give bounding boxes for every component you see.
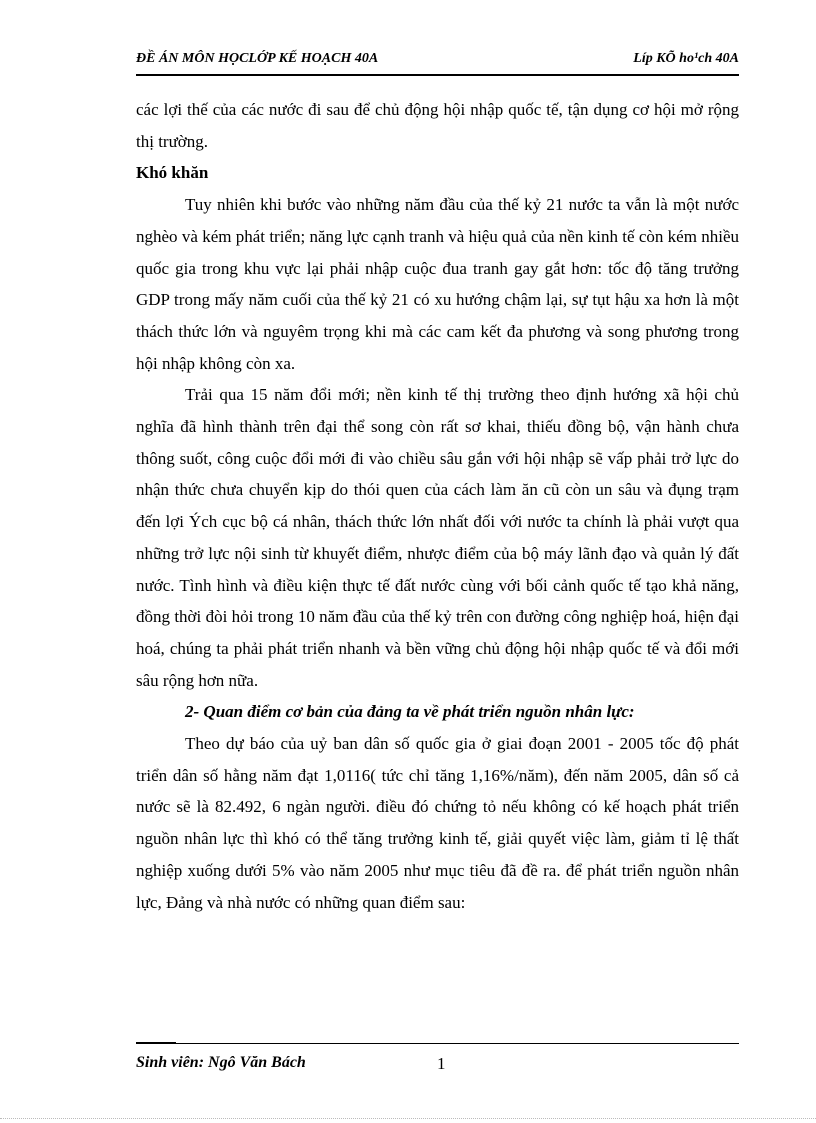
page-number: 1 — [437, 1054, 446, 1073]
page-header — [136, 50, 739, 76]
paragraph-reform: Trải qua 15 năm đổi mới; nền kinh tế thị trường theo định hướng xã hội chủ nghĩa đã hình thành trên đại thể song còn rất sơ khai, thiếu đồng bộ, vận hành chưa thông suốt, công cuộc đổi mới đi vào chiều sâu gắn với hội nhập sẽ vấp phải trở lực do nhận thức chưa chuyển kịp do thói quen của cách làm ăn cũ còn un sâu và đụng trạm đến lợi Ých cục bộ cá nhân, thách thức lớn nhất đối với nước ta chính là phải vượt qua những trở lực nội sinh từ khuyết điểm, nhược điểm của bộ máy lãnh đạo và quản lý đất nước. Tình hình và điều kiện thực tế đất nước cùng với bối cảnh quốc tế tạo khả năng, đồng thời đòi hỏi trong 10 năm đầu của thế kỷ trên con đường công nghiệp hoá, hiện đại hoá, chúng ta phải phát triển nhanh và bền vững chủ động hội nhập quốc tế và đổi mới sâu rộng hơn nữa. — [136, 385, 739, 690]
paragraph-population: Theo dự báo của uỷ ban dân số quốc gia ở giai đoạn 2001 - 2005 tốc độ phát triển dân số hằng năm đạt 1,0116( tức chỉ tăng 1,16%/năm), đến năm 2005, dân số cả nước sẽ là 82.492, 6 ngàn người. điều đó chứng tỏ nếu không có kế hoạch phát triển nguồn nhân lực thì khó có thể tăng trưởng kinh tế, giải quyết việc làm, giảm tỉ lệ thất nghiệp xuống dưới 5% vào năm 2005 như mục tiêu đã đề ra. để phát triển nguồn nhân lực, Đảng và nhà nước có những quan điểm sau: — [136, 734, 739, 912]
page-bottom-border — [0, 1118, 816, 1119]
footer-divider — [136, 1043, 739, 1044]
paragraph-continuation: các lợi thế của các nước đi sau để chủ động hội nhập quốc tế, tận dụng cơ hội mở rộng thị trường. — [136, 100, 739, 151]
header-title: ĐỀ ÁN MÔN HỌCLỚP KẾ HOẠCH 40A — [136, 51, 379, 66]
footer-author: Sinh viên: Ngô Văn Bách — [136, 1054, 306, 1071]
section-heading-difficulties: Khó khăn — [136, 163, 209, 183]
header-class: Líp KÕ ho¹ch 40A — [633, 51, 739, 66]
paragraph-difficulties: Tuy nhiên khi bước vào những năm đầu của thế kỷ 21 nước ta vẫn là một nước nghèo và kém phát triển; năng lực cạnh tranh và hiệu quả của nền kinh tế còn kém nhiều quốc gia trong khu vực lại phải nhập cuộc đua tranh gay gắt hơn: tốc độ tăng trưởng GDP trong mấy năm cuối của thế kỷ 21 có xu hướng chậm lại, sự tụt hậu xa hơn là một thách thức lớn và nguyêm trọng khi mà các cam kết đa phương và song phương trong hội nhập không còn xa. — [136, 195, 739, 373]
section-heading-viewpoints: 2- Quan điểm cơ bản của đảng ta về phát triển nguồn nhân lực: — [185, 702, 635, 722]
document-body — [136, 94, 739, 918]
